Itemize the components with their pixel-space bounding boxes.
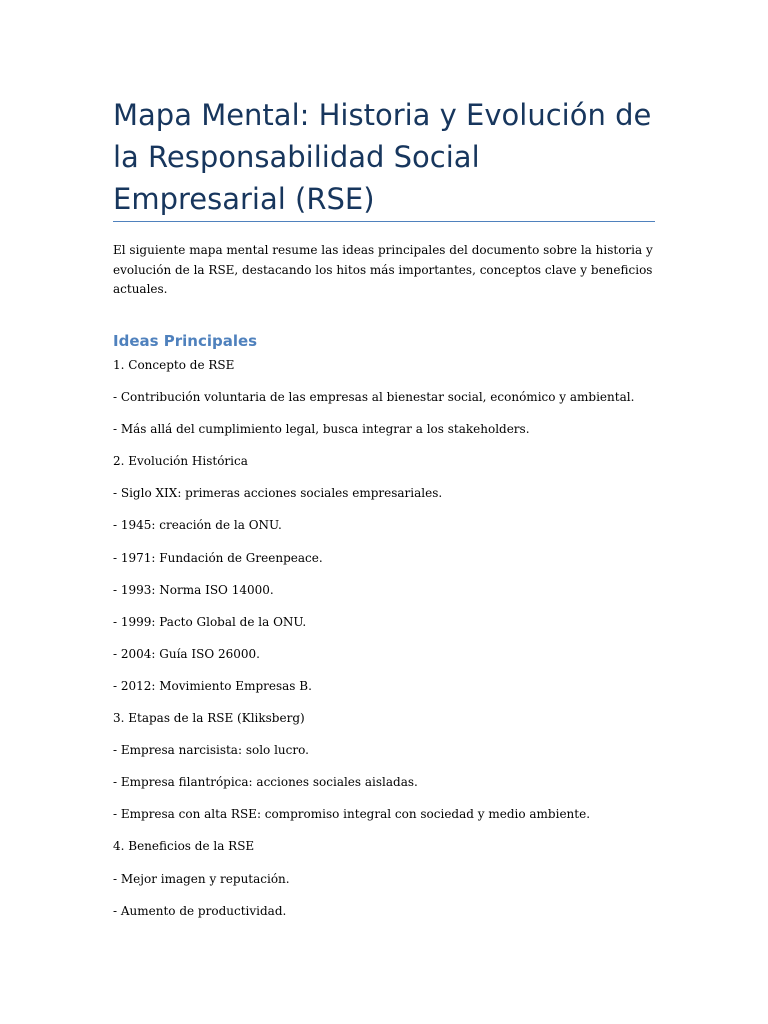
ideas-list bbox=[113, 356, 655, 934]
list-item: - Más allá del cumplimiento legal, busca integrar a los stakeholders. bbox=[113, 422, 530, 437]
list-item: 2. Evolución Histórica bbox=[113, 454, 248, 469]
section-heading-ideas: Ideas Principales bbox=[113, 332, 258, 350]
list-item: - 1971: Fundación de Greenpeace. bbox=[113, 550, 323, 565]
list-item: - 1999: Pacto Global de la ONU. bbox=[113, 614, 307, 629]
list-item: - Empresa narcisista: solo lucro. bbox=[113, 743, 309, 758]
list-item: - Mejor imagen y reputación. bbox=[113, 871, 290, 886]
intro-paragraph: El siguiente mapa mental resume las ideas principales del documento sobre la historia y evolución de la RSE, destacando los hitos más importantes, conceptos clave y beneficios actuales. bbox=[113, 243, 653, 296]
title-divider bbox=[113, 221, 655, 222]
list-item: 3. Etapas de la RSE (Kliksberg) bbox=[113, 711, 305, 726]
list-item: - Aumento de productividad. bbox=[113, 903, 287, 918]
list-item: - 2012: Movimiento Empresas B. bbox=[113, 678, 312, 693]
list-item: - 2004: Guía ISO 26000. bbox=[113, 646, 260, 661]
list-item: - 1993: Norma ISO 14000. bbox=[113, 582, 274, 597]
list-item: - Empresa filantrópica: acciones sociales aisladas. bbox=[113, 775, 418, 790]
list-item: 1. Concepto de RSE bbox=[113, 358, 235, 372]
list-item: - 1945: creación de la ONU. bbox=[113, 518, 282, 533]
list-item: - Siglo XIX: primeras acciones sociales empresariales. bbox=[113, 486, 443, 501]
document-title: Mapa Mental: Historia y Evolución de la Responsabilidad Social Empresarial (RSE) bbox=[113, 98, 652, 216]
list-item: - Empresa con alta RSE: compromiso integral con sociedad y medio ambiente. bbox=[113, 807, 591, 822]
list-item: 4. Beneficios de la RSE bbox=[113, 839, 255, 854]
list-item: - Contribución voluntaria de las empresas al bienestar social, económico y ambiental. bbox=[113, 390, 635, 405]
